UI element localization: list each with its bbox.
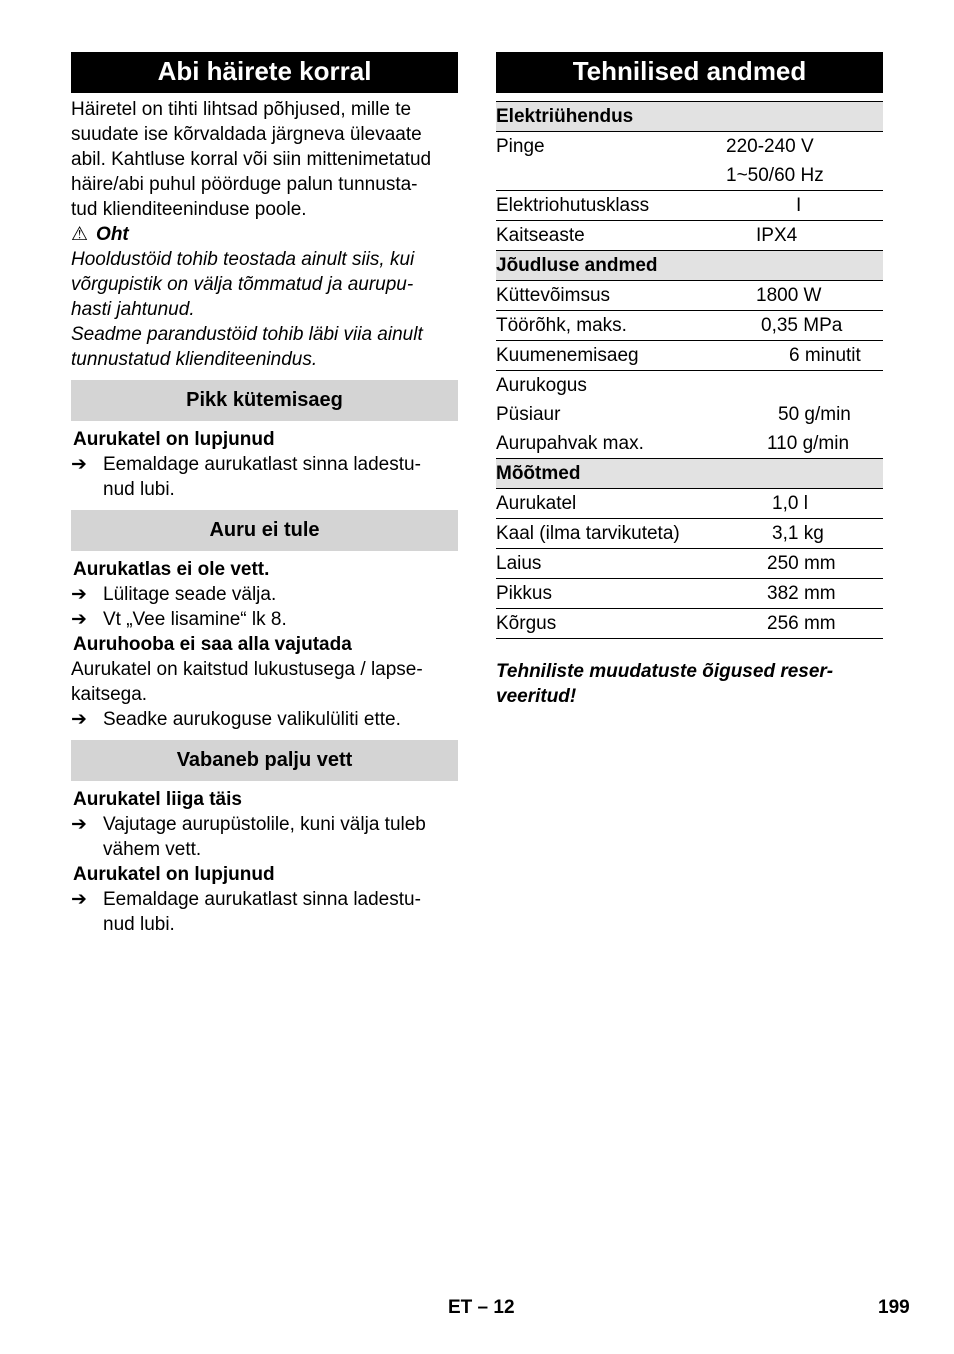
spec-label: Kaal (ilma tarvikuteta) [496,523,680,544]
spec-label: Püsiaur [496,404,561,425]
spec-label: Mõõtmed [496,463,581,484]
warning-line: võrgupistik on välja tõmmatud ja aurupu- [71,274,414,295]
spec-value: 1,0 l [772,493,808,514]
technical-data-table [496,101,883,639]
remedy-line: nud lubi. [103,479,175,500]
spec-row [496,579,883,609]
intro-line: tud klienditeeninduse poole. [71,199,307,220]
note-line: veeritud! [496,686,577,707]
warning-text [71,247,458,372]
arrow-right-icon: ➔ [71,814,87,835]
warning-line: Hooldustöid tohib teostada ainult siis, kui [71,249,415,270]
remedy-step [71,607,458,632]
troubleshooting-title: Abi häirete korral [71,52,458,93]
spec-row [496,311,883,341]
warning-triangle-icon: ⚠ [71,224,89,245]
spec-value: 0,35 MPa [761,315,843,336]
spec-row [496,221,883,251]
spec-label: Kõrgus [496,613,557,634]
cause-description: kaitsega. [71,684,148,705]
intro-line: abil. Kahtluse korral või siin mittenimetatud [71,149,432,170]
spec-value: I [796,195,802,216]
cause-heading: Auruhooba ei saa alla vajutada [73,634,352,655]
warning-line: Seadme parandustöid tohib läbi viia ainult [71,324,423,345]
spec-value: 6 minutit [789,345,861,366]
spec-label: Kuumenemisaeg [496,345,639,366]
spec-label: Elektriühendus [496,106,634,127]
spec-label: Pikkus [496,583,552,604]
spec-value: 1~50/60 Hz [726,165,824,186]
spec-row [496,429,883,459]
remedy-line: Lülitage seade välja. [103,584,277,605]
remedy-text [103,707,401,732]
remedy-text [103,607,287,632]
spec-label: Aurukogus [496,375,587,396]
spec-row [496,132,883,161]
remedy-text [103,452,421,502]
spec-value: 1800 W [756,285,822,306]
spec-label: Jõudluse andmed [496,255,658,276]
remedy-step [71,707,458,732]
spec-value: 382 mm [767,583,836,604]
remedy-line: Vt „Vee lisamine“ lk 8. [103,609,287,630]
arrow-right-icon: ➔ [71,584,87,605]
note-line: Tehniliste muudatuste õigused reser- [496,661,834,682]
remedy-step [71,582,458,607]
intro-line: häire/abi puhul pöörduge palun tunnusta- [71,174,418,195]
remedy-text [103,812,426,862]
spec-label: Kaitseaste [496,225,585,246]
section-heading: Vabaneb palju vett [71,740,458,781]
spec-row [496,519,883,549]
remedy-step [71,812,458,862]
remedy-step [71,452,458,502]
warning-line: hasti jahtunud. [71,299,195,320]
section-heading: Pikk kütemisaeg [71,380,458,421]
warning-label: Oht [96,224,129,245]
spec-section-row [496,102,883,132]
warning-line: tunnustatud klienditeenindus. [71,349,318,370]
spec-row [496,400,883,429]
spec-row [496,191,883,221]
intro-line: suudate ise kõrvaldada järgneva ülevaate [71,124,422,145]
arrow-right-icon: ➔ [71,889,87,910]
spec-row [496,341,883,371]
remedy-step [71,887,458,937]
technical-data-column [496,52,883,709]
spec-value: 220-240 V [726,136,814,157]
spec-label: Aurupahvak max. [496,433,644,454]
spec-label: Laius [496,553,542,574]
cause-heading: Aurukatlas ei ole vett. [73,559,270,580]
remedy-line: Eemaldage aurukatlast sinna ladestu- [103,889,421,910]
technical-changes-note [496,659,883,709]
cause-heading: Aurukatel on lupjunud [73,429,275,450]
spec-row [496,371,883,400]
intro-line: Häiretel on tihti lihtsad põhjused, mille te [71,99,412,120]
section-heading: Auru ei tule [71,510,458,551]
spec-row [496,489,883,519]
intro-text [71,97,458,222]
troubleshooting-sections [71,380,458,937]
remedy-text [103,887,421,937]
cause-description: Aurukatel on kaitstud lukustusega / lapse- [71,659,423,680]
spec-section-row [496,459,883,489]
spec-value: IPX4 [756,225,798,246]
remedy-line: Eemaldage aurukatlast sinna ladestu- [103,454,421,475]
remedy-line: Seadke aurukoguse valikulüliti ette. [103,709,401,730]
spec-value: 110 g/min [767,433,850,454]
spec-label: Elektriohutusklass [496,195,650,216]
spec-row [496,609,883,639]
arrow-right-icon: ➔ [71,609,87,630]
spec-row [496,549,883,579]
remedy-text [103,582,276,607]
spec-row [496,161,883,191]
spec-section-row [496,251,883,281]
spec-label: Pinge [496,136,545,157]
warning-heading [71,222,458,247]
spec-label: Küttevõimsus [496,285,611,306]
spec-label: Aurukatel [496,493,577,514]
footer-page-number: 199 [878,1297,910,1318]
footer-language-page: ET – 12 [448,1297,515,1318]
arrow-right-icon: ➔ [71,709,87,730]
spec-value: 250 mm [767,553,836,574]
spec-value: 50 g/min [778,404,851,425]
spec-label: Töörõhk, maks. [496,315,627,336]
troubleshooting-column [71,52,458,937]
remedy-line: Vajutage aurupüstolile, kuni välja tuleb [103,814,426,835]
spec-value: 256 mm [767,613,836,634]
spec-row [496,281,883,311]
arrow-right-icon: ➔ [71,454,87,475]
spec-value: 3,1 kg [772,523,824,544]
cause-heading: Aurukatel liiga täis [73,789,242,810]
remedy-line: nud lubi. [103,914,175,935]
cause-heading: Aurukatel on lupjunud [73,864,275,885]
remedy-line: vähem vett. [103,839,202,860]
technical-data-title: Tehnilised andmed [496,52,883,93]
